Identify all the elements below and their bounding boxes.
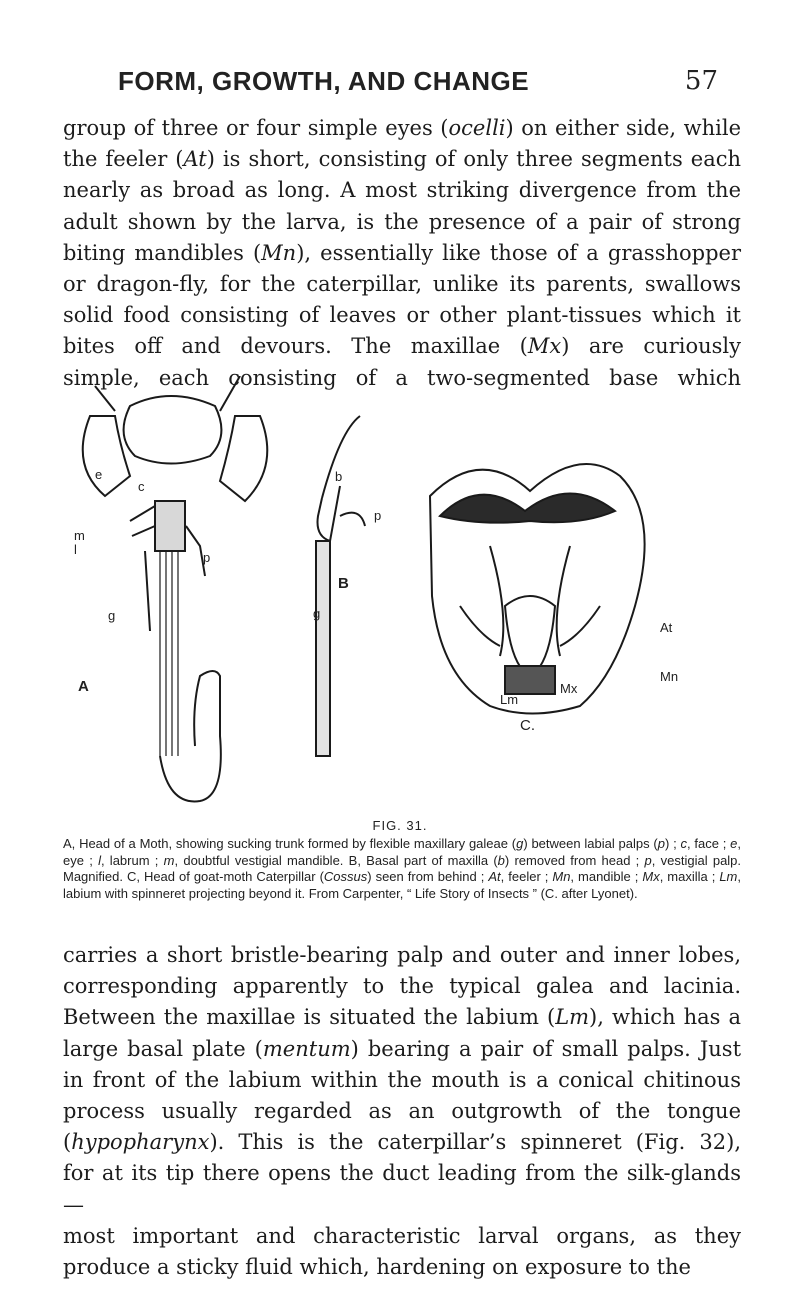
page-number: 57 <box>684 66 718 96</box>
paragraph-bottom <box>63 940 741 1283</box>
text-line: corresponding apparently to the typical galea and lacinia. <box>63 974 741 999</box>
text-line: process usually regarded as an outgrowth of the tongue <box>63 1099 741 1124</box>
text-line: large basal plate (mentum) bearing a pair of small palps. Just <box>63 1036 742 1061</box>
text-line: Between the maxillae is situated the labium (Lm), which has a <box>63 1005 741 1030</box>
label-g-b: g <box>313 606 321 621</box>
label-c: c <box>138 479 145 494</box>
label-mn: Mn <box>660 669 679 684</box>
text-line: nearly as broad as long. A most striking divergence from the <box>63 178 741 203</box>
text-line: adult shown by the larva, is the presence of a pair of strong <box>63 209 741 234</box>
label-p: p <box>203 550 211 565</box>
text-line: bites off and devours. The maxillae (Mx) are curiously <box>63 334 741 359</box>
label-e: e <box>95 467 103 482</box>
label-g: g <box>108 608 116 623</box>
label-l: l <box>74 542 77 557</box>
figure-a-moth-head <box>83 376 268 801</box>
figure-c-caterpillar-head <box>430 464 645 714</box>
text-line: in front of the labium within the mouth is a conical chitinous <box>63 1067 741 1092</box>
text-line: the feeler (At) is short, consisting of only three segments each <box>63 147 741 172</box>
label-lm: Lm <box>500 692 519 707</box>
figure-number: FIG. 31. <box>372 818 428 833</box>
label-m: m <box>74 528 85 543</box>
text-line: most important and characteristic larval organs, as they <box>63 1223 741 1248</box>
text-line: biting mandibles (Mn), essentially like those of a grasshopper <box>63 240 742 265</box>
text-line: simple, each consisting of a two-segmented base which <box>63 365 741 390</box>
text-line: carries a short bristle-bearing palp and outer and inner lobes, <box>63 943 741 967</box>
label-p-b: p <box>374 508 382 523</box>
figure-31 <box>60 376 750 816</box>
text-line: (hypopharynx). This is the caterpillar’s spinneret (Fig. 32), <box>63 1130 741 1155</box>
label-mx: Mx <box>560 681 578 696</box>
text-line: solid food consisting of leaves or other plant-tissues which it <box>63 303 741 328</box>
text-line: group of three or four simple eyes (ocelli) on either side, while <box>63 116 742 140</box>
label-at: At <box>660 620 673 635</box>
text-line: for at its tip there opens the duct leading from the silk-glands— <box>63 1161 741 1217</box>
running-head: FORM, GROWTH, AND CHANGE <box>118 66 530 96</box>
label-b: b <box>335 469 343 484</box>
text-line: or dragon-fly, for the caterpillar, unlike its parents, swallows <box>63 272 741 297</box>
figure-illustration <box>60 376 750 816</box>
text-line: produce a sticky fluid which, hardening on exposure to the <box>63 1255 691 1280</box>
label-a: A <box>78 678 89 695</box>
paragraph-top <box>63 113 741 394</box>
label-c-fig: C. <box>520 717 535 734</box>
label-b-fig: B <box>338 575 349 592</box>
figure-caption: A, Head of a Moth, showing sucking trunk formed by flexible maxillary galeae (g) between labial palps (p) ; c, face ; e, eye ; l, labrum ; m, doubtful vestigial mandible. B, Basal part of maxilla (b) removed from head ; p, vestigial palp. Magnified. C, Head of goat-moth Caterpillar (Cossus) seen from behind ; At, feeler ; Mn, mandible ; Mx, maxilla ; Lm, labium with spinneret projecting beyond it. From Carpenter, “ Life Story of Insects ” (C. after Lyonet). <box>63 836 742 901</box>
